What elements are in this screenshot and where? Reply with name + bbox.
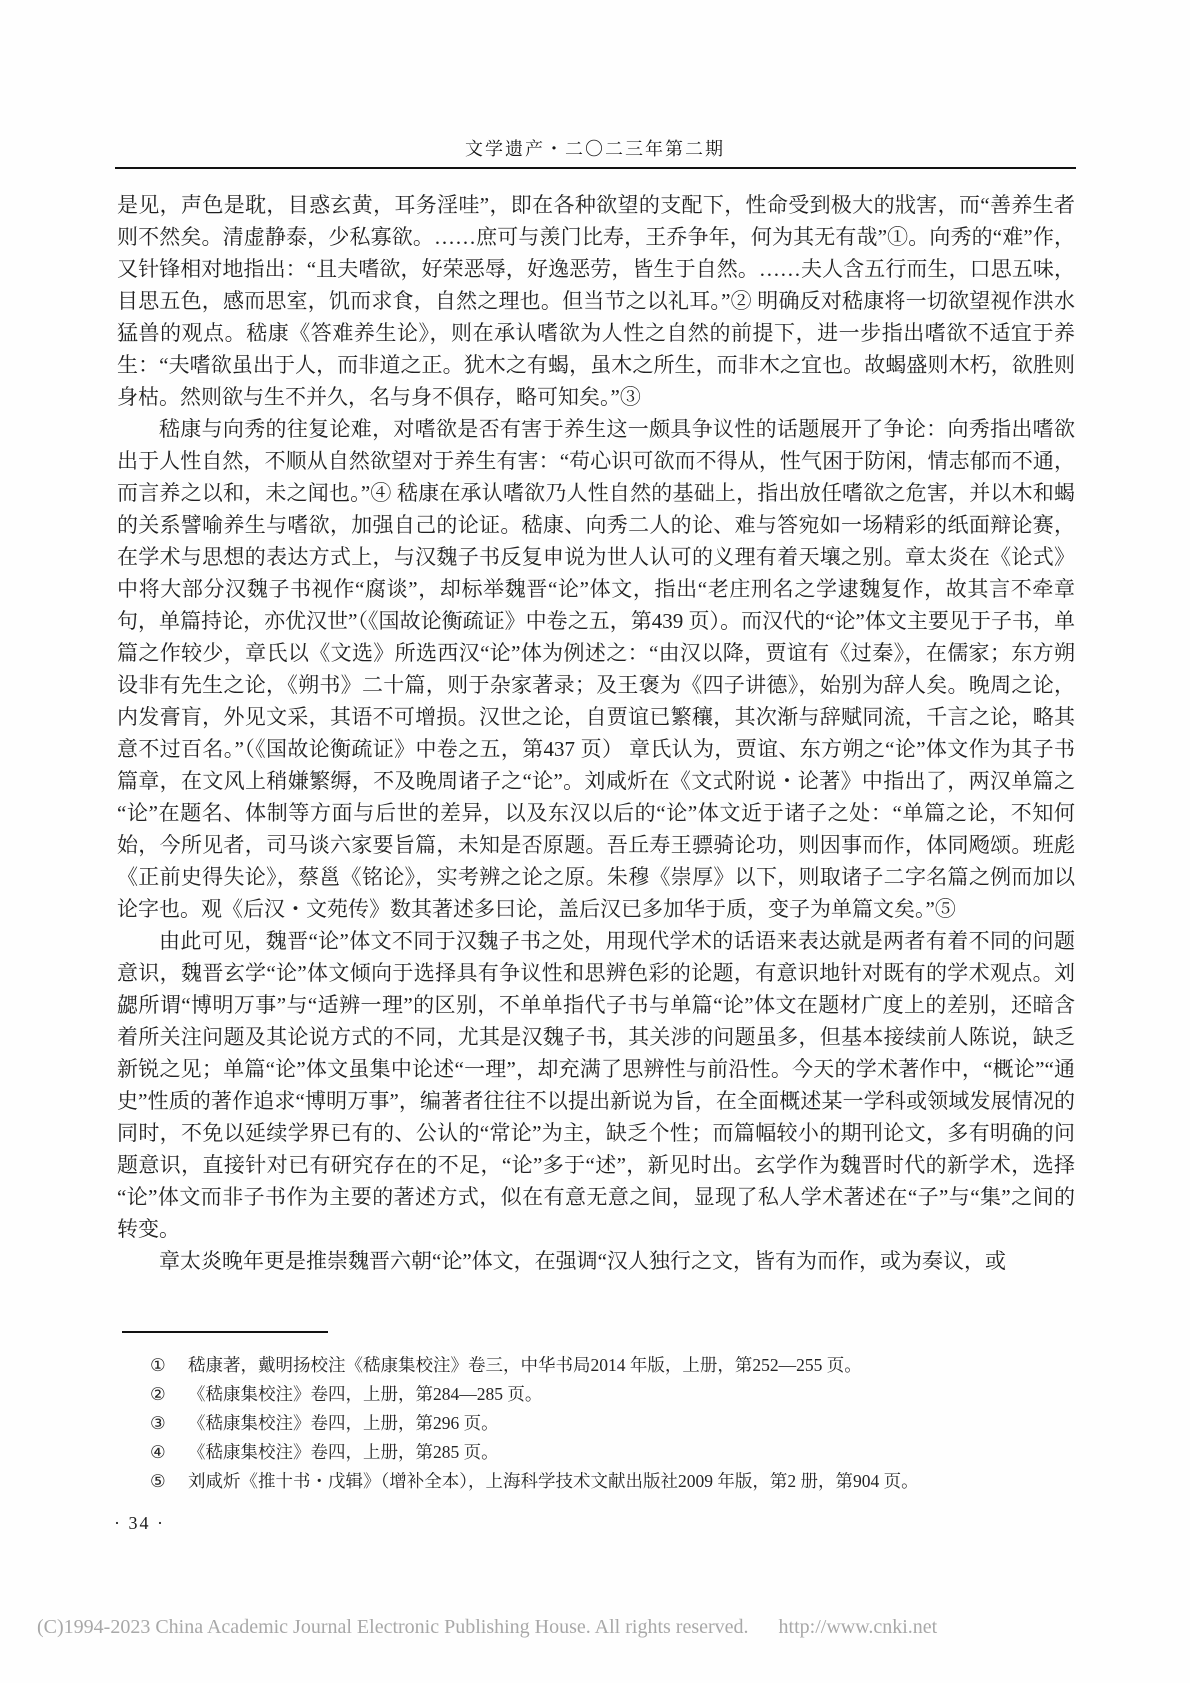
body-paragraph: 章太炎晚年更是推崇魏晋六朝“论”体文，在强调“汉人独行之文，皆有为而作，或为奏议，或	[159, 1249, 1006, 1273]
footnote-item	[150, 1467, 1075, 1496]
article-body	[117, 189, 1075, 1317]
footnote-item	[150, 1409, 1075, 1438]
body-paragraph: 是见，声色是耽，目惑玄黄，耳务淫哇”，即在各种欲望的支配下，性命受到极大的戕害，而“善养生者则不然矣。清虚静泰，少私寡欲。……庶可与羡门比寿，王乔争年，何为其无有哉”①。向秀的“难”作，又针锋相对地指出：“且夫嗜欲，好荣恶辱，好逸恶劳，皆生于自然。……夫人含五行而生，口思五味，目思五色，感而思室，饥而求食，自然之理也。但当节之以礼耳。”② 明确反对嵇康将一切欲望视作洪水猛兽的观点。嵇康《答难养生论》，则在承认嗜欲为人性之自然的前提下，进一步指出嗜欲不适宜于养生：“夫嗜欲虽出于人，而非道之正。犹木之有蝎，虽木之所生，而非木之宜也。故蝎盛则木朽，欲胜则身枯。然则欲与生不并久，名与身不俱存，略可知矣。”③	[117, 193, 1075, 409]
footnote-marker: ②	[150, 1384, 166, 1404]
header-rule	[115, 167, 1076, 169]
footnote-separator	[122, 1331, 328, 1333]
copyright-text: (C)1994-2023 China Academic Journal Electronic Publishing House. All rights reserved.	[37, 1616, 749, 1638]
footnote-item	[150, 1380, 1075, 1409]
page-number: · 34 ·	[114, 1513, 165, 1533]
journal-header-title: 文学遗产・二〇二三年第二期	[465, 139, 725, 159]
footnote-item	[150, 1438, 1075, 1467]
scan-footer	[37, 1616, 1160, 1639]
footnote-list	[150, 1351, 1075, 1496]
footnote-text: 《嵇康集校注》卷四，上册，第284—285 页。	[188, 1384, 543, 1404]
footnote-text: 《嵇康集校注》卷四，上册，第285 页。	[188, 1442, 499, 1462]
body-paragraph: 嵇康与向秀的往复论难，对嗜欲是否有害于养生这一颇具争议性的话题展开了争论：向秀指出嗜欲出于人性自然，不顺从自然欲望对于养生有害：“苟心识可欲而不得从，性气困于防闲，情志郁而不通，而言养之以和，未之闻也。”④ 嵇康在承认嗜欲乃人性自然的基础上，指出放任嗜欲之危害，并以木和蝎的关系譬喻养生与嗜欲，加强自己的论证。嵇康、向秀二人的论、难与答宛如一场精彩的纸面辩论赛，在学术与思想的表达方式上，与汉魏子书反复申说为世人认可的义理有着天壤之别。章太炎在《论式》中将大部分汉魏子书视作“腐谈”，却标举魏晋“论”体文，指出“老庄刑名之学逮魏复作，故其言不牵章句，单篇持论，亦优汉世”（《国故论衡疏证》中卷之五，第439 页）。而汉代的“论”体文主要见于子书，单篇之作较少，章氏以《文选》所选西汉“论”体为例述之：“由汉以降，贾谊有《过秦》，在儒家；东方朔设非有先生之论，《朔书》二十篇，则于杂家著录；及王褒为《四子讲德》，始别为辞人矣。晚周之论，内发膏肓，外见文采，其语不可增损。汉世之论，自贾谊已繁穰，其次渐与辞赋同流，千言之论，略其意不过百名。”（《国故论衡疏证》中卷之五，第437 页） 章氏认为，贾谊、东方朔之“论”体文作为其子书篇章，在文风上稍嫌繁缛，不及晚周诸子之“论”。刘咸炘在《文式附说・论著》中指出了，两汉单篇之“论”在题名、体制等方面与后世的差异，以及东汉以后的“论”体文近于诸子之处：“单篇之论，不知何始，今所见者，司马谈六家要旨篇，未知是否原题。吾丘寿王骠骑论功，则因事而作，体同飏颂。班彪《正前史得失论》，蔡邕《铭论》，实考辨之论之原。朱穆《崇厚》以下，则取诸子二字名篇之例而加以论字也。观《后汉・文苑传》数其著述多曰论，盖后汉已多加华于质，变子为单篇文矣。”⑤	[117, 417, 1075, 921]
footnote-marker: ⑤	[150, 1471, 166, 1491]
footnote-text: 嵇康著，戴明扬校注《嵇康集校注》卷三，中华书局2014 年版，上册，第252—255 页。	[188, 1355, 862, 1375]
footnote-marker: ③	[150, 1413, 166, 1433]
footnote-marker: ①	[150, 1355, 166, 1375]
footnote-text: 《嵇康集校注》卷四，上册，第296 页。	[188, 1413, 499, 1433]
footnote-text: 刘咸炘《推十书・戊辑》（增补全本），上海科学技术文献出版社2009 年版，第2 册，第904 页。	[188, 1471, 919, 1491]
cnki-url: http://www.cnki.net	[778, 1616, 938, 1638]
footnote-marker: ④	[150, 1442, 166, 1462]
body-paragraph: 由此可见，魏晋“论”体文不同于汉魏子书之处，用现代学术的话语来表达就是两者有着不同的问题意识，魏晋玄学“论”体文倾向于选择具有争议性和思辨色彩的论题，有意识地针对既有的学术观点。刘勰所谓“博明万事”与“适辨一理”的区别，不单单指代子书与单篇“论”体文在题材广度上的差别，还暗含着所关注问题及其论说方式的不同，尤其是汉魏子书，其关涉的问题虽多，但基本接续前人陈说，缺乏新锐之见；单篇“论”体文虽集中论述“一理”，却充满了思辨性与前沿性。今天的学术著作中，“概论”“通史”性质的著作追求“博明万事”，编著者往往不以提出新说为旨，在全面概述某一学科或领域发展情况的同时，不免以延续学界已有的、公认的“常论”为主，缺乏个性；而篇幅较小的期刊论文，多有明确的问题意识，直接针对已有研究存在的不足，“论”多于“述”，新见时出。玄学作为魏晋时代的新学术，选择“论”体文而非子书作为主要的著述方式，似在有意无意之间，显现了私人学术著述在“子”与“集”之间的转变。	[117, 929, 1075, 1241]
footnote-item	[150, 1351, 1075, 1380]
